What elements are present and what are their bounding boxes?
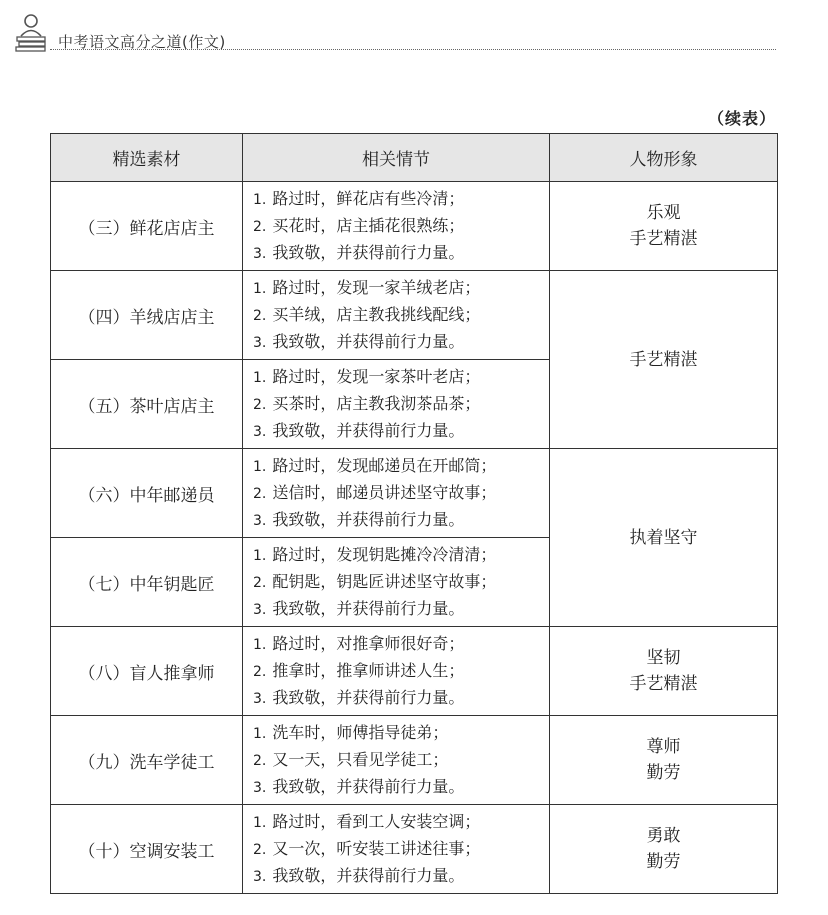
column-header-material: 精选素材	[51, 134, 243, 182]
plot-cell	[243, 271, 550, 360]
plot-line: 1. 路过时，看到工人安装空调；	[253, 811, 481, 831]
plot-line: 2. 又一天，只看见学徒工；	[253, 749, 449, 769]
table-row	[51, 716, 778, 805]
material-cell: （九）洗车学徒工	[51, 716, 243, 805]
plot-line: 3. 我致敬，并获得前行力量。	[253, 509, 465, 529]
plot-cell	[243, 360, 550, 449]
plot-line: 3. 我致敬，并获得前行力量。	[253, 687, 465, 707]
plot-line: 2. 买花时，店主插花很熟练；	[253, 215, 465, 235]
image-cell	[550, 271, 778, 449]
table-row	[51, 805, 778, 894]
plot-cell	[243, 716, 550, 805]
header-divider	[50, 49, 776, 50]
plot-line: 2. 配钥匙，钥匙匠讲述坚守故事；	[253, 571, 497, 591]
trait: 手艺精湛	[629, 349, 698, 370]
material-cell: （三）鲜花店店主	[51, 182, 243, 271]
image-cell	[550, 182, 778, 271]
table-row	[51, 627, 778, 716]
plot-line: 1. 路过时，发现钥匙摊冷冷清清；	[253, 544, 497, 564]
table-row	[51, 182, 778, 271]
trait: 勇敢	[646, 826, 681, 846]
plot-line: 3. 我致敬，并获得前行力量。	[253, 420, 465, 440]
column-header-image: 人物形象	[550, 134, 778, 182]
trait: 手艺精湛	[629, 674, 698, 694]
material-cell: （五）茶叶店店主	[51, 360, 243, 449]
plot-line: 1. 路过时，发现一家羊绒老店；	[253, 277, 481, 297]
plot-line: 1. 路过时，对推拿师很好奇；	[253, 633, 465, 653]
plot-cell	[243, 538, 550, 627]
material-cell: （四）羊绒店店主	[51, 271, 243, 360]
material-cell: （七）中年钥匙匠	[51, 538, 243, 627]
plot-line: 3. 我致敬，并获得前行力量。	[253, 598, 465, 618]
plot-line: 3. 我致敬，并获得前行力量。	[253, 776, 465, 796]
image-cell	[550, 449, 778, 627]
material-cell: （六）中年邮递员	[51, 449, 243, 538]
plot-line: 1. 路过时，鲜花店有些冷清；	[253, 188, 465, 208]
plot-cell	[243, 449, 550, 538]
continued-label: （续表）	[707, 109, 776, 128]
plot-line: 2. 送信时，邮递员讲述坚守故事；	[253, 482, 497, 502]
plot-line: 2. 推拿时，推拿师讲述人生；	[253, 660, 465, 680]
plot-cell	[243, 805, 550, 894]
material-table	[50, 133, 778, 894]
table-row	[51, 449, 778, 538]
trait: 勤劳	[646, 852, 681, 872]
plot-line: 2. 买羊绒，店主教我挑线配线；	[253, 304, 481, 324]
plot-line: 3. 我致敬，并获得前行力量。	[253, 331, 465, 351]
trait: 执着坚守	[629, 527, 698, 548]
trait: 手艺精湛	[629, 229, 698, 249]
plot-line: 1. 路过时，发现一家茶叶老店；	[253, 366, 481, 386]
header-title: 中考语文高分之道(作文)	[58, 33, 226, 51]
material-cell: （十）空调安装工	[51, 805, 243, 894]
reading-person-on-books-icon	[14, 12, 48, 54]
plot-line: 3. 我致敬，并获得前行力量。	[253, 242, 465, 262]
column-header-plot: 相关情节	[243, 134, 550, 182]
image-cell	[550, 627, 778, 716]
trait: 乐观	[646, 203, 681, 223]
plot-line: 1. 路过时，发现邮递员在开邮筒；	[253, 455, 497, 475]
page-header	[14, 12, 776, 56]
table-row	[51, 271, 778, 360]
trait: 坚韧	[646, 648, 681, 668]
table-header-row	[51, 134, 778, 182]
trait: 勤劳	[646, 763, 681, 783]
material-cell: （八）盲人推拿师	[51, 627, 243, 716]
plot-line: 1. 洗车时，师傅指导徒弟；	[253, 722, 449, 742]
plot-line: 3. 我致敬，并获得前行力量。	[253, 865, 465, 885]
plot-line: 2. 买茶时，店主教我沏茶品茶；	[253, 393, 481, 413]
image-cell	[550, 805, 778, 894]
plot-line: 2. 又一次，听安装工讲述往事；	[253, 838, 481, 858]
plot-cell	[243, 182, 550, 271]
image-cell	[550, 716, 778, 805]
plot-cell	[243, 627, 550, 716]
trait: 尊师	[646, 737, 681, 757]
